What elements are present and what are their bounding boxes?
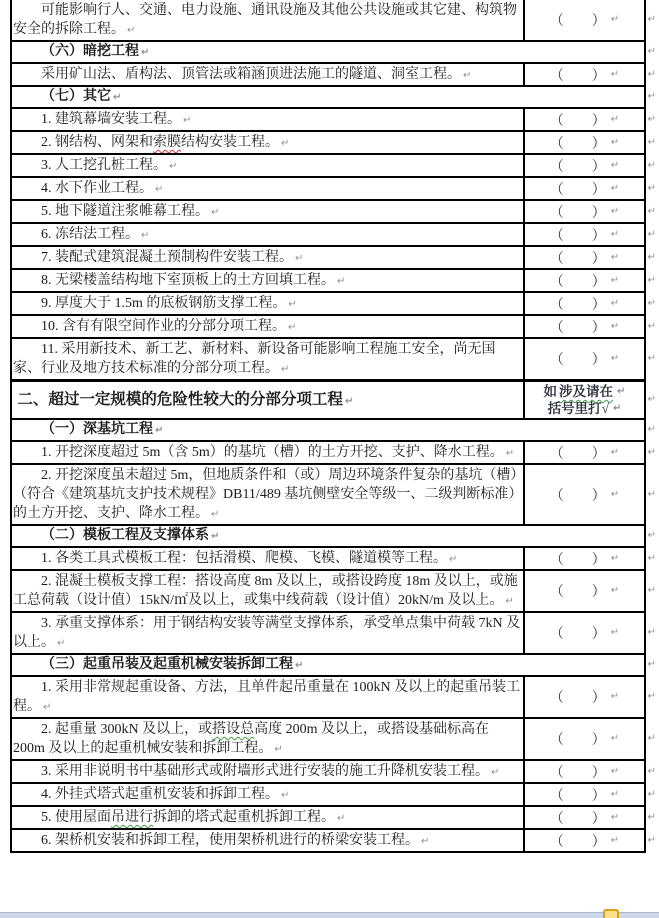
paragraph-mark-icon: ↵ <box>610 251 620 263</box>
paragraph-mark-icon: ↵ <box>610 552 620 564</box>
paragraph-mark-icon: ↵ <box>295 253 304 264</box>
item-text-cell <box>12 132 525 153</box>
check-parentheses: （ ） <box>549 297 606 313</box>
check-parentheses: （ ） <box>549 353 606 368</box>
item-text-cell <box>12 719 525 759</box>
paragraph-mark-icon: ↵ <box>647 14 656 25</box>
check-parentheses-cell[interactable] <box>525 761 644 782</box>
cell-paragraph <box>12 442 515 463</box>
paragraph-mark-icon: ↵ <box>647 627 656 638</box>
paragraph-mark-icon: ↵ <box>647 320 656 332</box>
paragraph-mark-icon: ↵ <box>610 446 620 458</box>
paragraph-mark-icon: ↵ <box>610 834 620 846</box>
cell-paragraph <box>12 293 298 314</box>
cell-paragraph <box>12 178 164 199</box>
check-parentheses: （ ） <box>549 136 606 152</box>
paragraph-mark-icon: ↵ <box>610 14 620 25</box>
table-row <box>12 420 656 442</box>
cell-text: 6. 架桥机安装和拆卸工程，使用架桥机进行的桥梁安装工程。 <box>41 833 419 848</box>
cell-text: 4. 外挂式塔式起重机安装和拆卸工程。 <box>41 787 279 802</box>
table-row <box>12 613 656 655</box>
cell-paragraph <box>12 201 220 222</box>
paragraph-mark-icon: ↵ <box>647 530 656 541</box>
paragraph-mark-icon: ↵ <box>57 638 66 649</box>
paragraph-mark-icon: ↵ <box>647 205 656 217</box>
item-text-cell <box>12 571 525 611</box>
paragraph-mark-icon: ↵ <box>610 159 620 171</box>
cell-text: 10. 含有有限空间作业的分部分项工程。 <box>41 319 286 334</box>
hazardous-subprojects-table <box>10 0 656 853</box>
cell-paragraph <box>12 0 523 40</box>
check-instruction-cell <box>525 382 644 418</box>
paragraph-mark-icon: ↵ <box>337 276 346 287</box>
paragraph-mark-icon: ↵ <box>617 385 626 397</box>
cell-text: 7. 装配式建筑混凝土预制构件安装工程。 <box>41 250 293 265</box>
item-text-cell <box>12 293 525 314</box>
cell-text: 如 <box>543 384 558 399</box>
item-text-cell <box>12 677 525 717</box>
paragraph-mark-icon: ↵ <box>647 113 656 125</box>
cell-text: 1. 采用非常规起重设备、方法，且单件起吊重量在 100kN 及以上的起重吊装工程。 <box>13 680 521 714</box>
check-parentheses-cell[interactable] <box>525 64 644 85</box>
check-parentheses-cell[interactable] <box>525 784 644 805</box>
table-row <box>12 571 656 613</box>
cell-text: 结构安装工程。 <box>181 135 279 150</box>
cell-paragraph <box>12 465 523 524</box>
cell-text: 4. 水下作业工程。 <box>41 181 153 196</box>
item-text-cell <box>12 761 525 782</box>
table-row <box>12 526 656 548</box>
table-row <box>12 381 656 420</box>
table-row <box>12 316 656 339</box>
item-text-cell <box>12 224 525 245</box>
check-parentheses: （ ） <box>549 834 606 850</box>
check-parentheses: （ ） <box>549 811 606 827</box>
check-parentheses: （ ） <box>549 691 606 706</box>
cell-paragraph <box>12 719 523 759</box>
cell-paragraph <box>12 807 346 828</box>
check-parentheses: （ ） <box>549 182 606 198</box>
check-parentheses-cell[interactable] <box>525 293 644 314</box>
cell-text: 11. 采用新技术、新工艺、新材料、新设备可能影响工程施工安全，尚无国家、行业及地方技术标准的分部分项工程。 <box>13 342 496 376</box>
cell-paragraph <box>12 761 500 782</box>
check-parentheses: （ ） <box>549 274 606 290</box>
cell-text: 6. 冻结法工程。 <box>41 227 139 242</box>
item-text-cell <box>12 247 525 268</box>
item-text-cell <box>12 64 525 85</box>
table-row <box>12 293 656 316</box>
check-parentheses-cell[interactable] <box>525 270 644 291</box>
cell-paragraph <box>12 677 523 717</box>
instruction-line <box>548 400 622 417</box>
paragraph-mark-icon: ↵ <box>344 396 354 407</box>
item-text-cell <box>12 316 525 337</box>
cell-paragraph <box>12 339 523 379</box>
paragraph-mark-icon: ↵ <box>281 138 290 149</box>
check-parentheses: （ ） <box>549 113 606 129</box>
paragraph-mark-icon: ↵ <box>647 297 656 309</box>
paragraph-mark-icon: ↵ <box>647 765 656 777</box>
check-parentheses: （ ） <box>549 228 606 244</box>
paragraph-mark-icon: ↵ <box>647 834 656 846</box>
item-text-cell <box>12 201 525 222</box>
section-heading-cell <box>12 526 644 546</box>
table-title-cell <box>12 382 525 418</box>
paragraph-mark-icon: ↵ <box>647 182 656 194</box>
check-parentheses-cell[interactable] <box>525 465 644 524</box>
paragraph-mark-icon: ↵ <box>155 184 164 195</box>
check-parentheses-cell[interactable] <box>525 571 644 611</box>
paragraph-mark-icon: ↵ <box>211 207 220 218</box>
check-parentheses-cell[interactable] <box>525 548 644 569</box>
check-parentheses: （ ） <box>549 14 606 29</box>
table-row <box>12 201 656 224</box>
item-text-cell <box>12 155 525 176</box>
paragraph-mark-icon: ↵ <box>647 68 656 80</box>
table-row <box>12 109 656 132</box>
check-parentheses: （ ） <box>549 205 606 221</box>
cell-text: 3. 采用非说明书中基础形式或附墙形式进行安装的施工升降机安装工程。 <box>41 764 489 779</box>
paragraph-mark-icon: ↵ <box>127 25 136 36</box>
check-parentheses-cell[interactable] <box>525 109 644 130</box>
cell-paragraph <box>12 571 523 611</box>
check-parentheses-cell[interactable] <box>525 224 644 245</box>
check-parentheses: （ ） <box>549 251 606 267</box>
paragraph-mark-icon: ↵ <box>610 733 620 744</box>
spellcheck-underlined-text: 索膜 <box>153 135 181 150</box>
item-text-cell <box>12 0 525 40</box>
cell-paragraph <box>12 270 346 291</box>
paragraph-mark-icon: ↵ <box>647 394 656 405</box>
paragraph-mark-icon: ↵ <box>610 488 620 500</box>
paragraph-mark-icon: ↵ <box>491 767 500 778</box>
cell-paragraph <box>12 784 290 805</box>
cell-paragraph <box>12 109 192 130</box>
table-row <box>12 784 656 807</box>
section-heading-cell <box>12 87 644 107</box>
table-row <box>12 87 656 109</box>
check-parentheses: （ ） <box>549 552 606 568</box>
paragraph-mark-icon: ↵ <box>610 113 620 125</box>
cell-paragraph <box>12 420 164 440</box>
table-row <box>12 339 656 381</box>
item-text-cell <box>12 109 525 130</box>
cell-text: 2. 开挖深度虽未超过 5m，但地质条件和（或）周边环境条件复杂的基坑（槽）（符合《建筑基坑支护技术规程》DB11/489 基坑侧壁安全等级一、二级判断标准）的土方开挖、支护、降水工程。 <box>13 468 518 521</box>
item-text-cell <box>12 465 525 524</box>
paragraph-mark-icon: ↵ <box>295 660 304 671</box>
check-parentheses-cell[interactable] <box>525 339 644 379</box>
paragraph-mark-icon: ↵ <box>647 659 656 670</box>
cell-text: 8. 无梁楼盖结构地下室顶板上的土方回填工程。 <box>41 273 335 288</box>
paragraph-mark-icon: ↵ <box>647 228 656 240</box>
table-row <box>12 247 656 270</box>
paragraph-mark-icon: ↵ <box>647 585 656 596</box>
paragraph-mark-icon: ↵ <box>183 115 192 126</box>
cell-text: 括号里打√ <box>547 401 610 416</box>
table-row <box>12 178 656 201</box>
cell-paragraph <box>12 247 304 268</box>
cell-text: 9. 厚度大于 1.5m 的底板钢筋支撑工程。 <box>41 296 287 311</box>
check-parentheses: （ ） <box>549 488 606 504</box>
table-row <box>12 442 656 465</box>
paragraph-mark-icon: ↵ <box>141 47 150 58</box>
item-text-cell <box>12 830 525 851</box>
cell-text: 高度 200m 及以上，或搭设基础标高在 200m 及以上的起重机械安装和拆卸工程。 <box>13 722 490 756</box>
paragraph-mark-icon: ↵ <box>169 161 178 172</box>
paragraph-mark-icon: ↵ <box>421 836 430 847</box>
paragraph-mark-icon: ↵ <box>43 702 52 713</box>
paragraph-mark-icon: ↵ <box>647 424 656 435</box>
spellcheck-underlined-text: 涉及请在 <box>559 384 614 399</box>
paragraph-mark-icon: ↵ <box>610 811 620 823</box>
instruction-line <box>544 383 626 400</box>
paragraph-mark-icon: ↵ <box>281 790 290 801</box>
paragraph-mark-icon: ↵ <box>610 297 620 309</box>
paragraph-mark-icon: ↵ <box>647 488 656 500</box>
check-parentheses-cell[interactable] <box>525 178 644 199</box>
table-row <box>12 655 656 677</box>
cell-text: 3. 承重支撑体系：用于钢结构安装等满堂支撑体系，承受单点集中荷载 7kN 及以上。 <box>13 616 521 650</box>
paragraph-mark-icon: ↵ <box>288 322 297 333</box>
cell-text: 5. 使用屋面 <box>41 810 111 825</box>
cell-paragraph <box>12 155 178 176</box>
cell-paragraph <box>12 613 523 653</box>
check-parentheses-cell[interactable] <box>525 0 644 40</box>
paragraph-mark-icon: ↵ <box>610 68 620 80</box>
table-row <box>12 719 656 761</box>
item-text-cell <box>12 178 525 199</box>
cell-text: 3. 人工挖孔桩工程。 <box>41 158 167 173</box>
paragraph-mark-icon: ↵ <box>647 136 656 148</box>
table-row <box>12 548 656 571</box>
item-text-cell <box>12 442 525 463</box>
cell-text: （六）暗挖工程 <box>41 44 139 59</box>
check-parentheses: （ ） <box>549 627 606 642</box>
cell-paragraph <box>12 526 220 546</box>
cell-text: 1. 开挖深度超过 5m（含 5m）的基坑（槽）的土方开挖、支护、降水工程。 <box>41 445 504 460</box>
table-row <box>12 42 656 64</box>
paragraph-mark-icon: ↵ <box>211 509 220 520</box>
paragraph-mark-icon: ↵ <box>647 788 656 800</box>
cell-text: （二）模板工程及支撑体系 <box>41 528 209 543</box>
paragraph-mark-icon: ↵ <box>463 70 472 81</box>
check-parentheses: （ ） <box>549 320 606 336</box>
check-parentheses: （ ） <box>549 446 606 462</box>
check-parentheses-cell[interactable] <box>525 677 644 717</box>
paragraph-mark-icon: ↵ <box>610 228 620 240</box>
check-parentheses-cell[interactable] <box>525 807 644 828</box>
cell-text: （一）深基坑工程 <box>41 422 153 437</box>
spellcheck-underlined-text: 搭设总 <box>212 722 255 737</box>
cell-text: 采用矿山法、盾构法、顶管法或箱涵顶进法施工的隧道、洞室工程。 <box>41 67 461 82</box>
check-parentheses: （ ） <box>549 788 606 804</box>
paragraph-mark-icon: ↵ <box>647 46 656 57</box>
table-row <box>12 270 656 293</box>
section-heading-cell <box>12 420 644 440</box>
cell-paragraph <box>12 224 150 245</box>
paragraph-mark-icon: ↵ <box>613 402 622 414</box>
check-parentheses-cell[interactable] <box>525 719 644 759</box>
section-heading-cell <box>12 655 644 675</box>
cell-paragraph <box>12 655 304 675</box>
cell-text: （七）其它 <box>41 89 111 104</box>
paragraph-mark-icon: ↵ <box>211 531 220 542</box>
yellow-marker-icon[interactable] <box>603 909 619 918</box>
table-row <box>12 830 656 853</box>
item-text-cell <box>12 270 525 291</box>
check-parentheses: （ ） <box>549 733 606 748</box>
paragraph-mark-icon: ↵ <box>141 230 150 241</box>
section-heading-cell <box>12 42 644 62</box>
item-text-cell <box>12 613 525 653</box>
cell-paragraph <box>12 87 122 107</box>
paragraph-mark-icon: ↵ <box>610 136 620 148</box>
paragraph-mark-icon: ↵ <box>647 446 656 458</box>
cell-paragraph <box>12 383 353 417</box>
cell-paragraph <box>12 42 150 62</box>
check-parentheses-cell[interactable] <box>525 442 644 463</box>
paragraph-mark-icon: ↵ <box>449 554 458 565</box>
paragraph-mark-icon: ↵ <box>274 744 283 755</box>
paragraph-mark-icon: ↵ <box>647 353 656 364</box>
paragraph-mark-icon: ↵ <box>337 813 346 824</box>
check-parentheses-cell[interactable] <box>525 155 644 176</box>
paragraph-mark-icon: ↵ <box>610 627 620 638</box>
cell-paragraph <box>12 548 458 569</box>
check-parentheses-cell[interactable] <box>525 613 644 653</box>
check-parentheses-cell[interactable] <box>525 247 644 268</box>
item-text-cell <box>12 339 525 379</box>
cell-paragraph <box>12 132 290 153</box>
cell-text: 拆卸的塔式起重机拆卸工程。 <box>153 810 335 825</box>
item-text-cell <box>12 548 525 569</box>
cell-paragraph <box>12 64 472 85</box>
check-parentheses: （ ） <box>549 159 606 175</box>
paragraph-mark-icon: ↵ <box>647 251 656 263</box>
cell-text: 1. 建筑幕墙安装工程。 <box>41 112 181 127</box>
cell-text: 5. 地下隧道注浆帷幕工程。 <box>41 204 209 219</box>
check-parentheses: （ ） <box>549 765 606 781</box>
check-parentheses-cell[interactable] <box>525 830 644 851</box>
check-parentheses: （ ） <box>549 585 606 600</box>
check-parentheses-cell[interactable] <box>525 201 644 222</box>
table-row <box>12 465 656 526</box>
bottom-scroll-strip <box>0 912 659 918</box>
item-text-cell <box>12 807 525 828</box>
table-row <box>12 0 656 42</box>
cell-text: 二、超过一定规模的危险性较大的分部分项工程 <box>17 391 343 408</box>
cell-text: （三）起重吊装及起重机械安装拆卸工程 <box>41 657 293 672</box>
paragraph-mark-icon: ↵ <box>610 585 620 596</box>
paragraph-mark-icon: ↵ <box>647 691 656 702</box>
paragraph-mark-icon: ↵ <box>610 765 620 777</box>
table-row <box>12 64 656 87</box>
paragraph-mark-icon: ↵ <box>610 274 620 286</box>
table-row <box>12 132 656 155</box>
check-parentheses-cell[interactable] <box>525 132 644 153</box>
cell-text: 1. 各类工具式模板工程：包括滑模、爬模、飞模、隧道模等工程。 <box>41 551 447 566</box>
paragraph-mark-icon: ↵ <box>647 811 656 823</box>
paragraph-mark-icon: ↵ <box>647 159 656 171</box>
paragraph-mark-icon: ↵ <box>155 425 164 436</box>
check-parentheses: （ ） <box>549 68 606 84</box>
paragraph-mark-icon: ↵ <box>610 205 620 217</box>
paragraph-mark-icon: ↵ <box>505 448 515 459</box>
paragraph-mark-icon: ↵ <box>610 320 620 332</box>
table-row <box>12 155 656 178</box>
table-row <box>12 807 656 830</box>
item-text-cell <box>12 784 525 805</box>
paragraph-mark-icon: ↵ <box>610 691 620 702</box>
paragraph-mark-icon: ↵ <box>647 733 656 744</box>
paragraph-mark-icon: ↵ <box>505 596 514 607</box>
paragraph-mark-icon: ↵ <box>647 274 656 286</box>
check-parentheses-cell[interactable] <box>525 316 644 337</box>
cell-text: 2. 混凝土模板支撑工程：搭设高度 8m 及以上，或搭设跨度 18m 及以上，或施工总荷载（设计值）15kN/㎡及以上，或集中线荷载（设计值）20kN/m 及以上。 <box>13 574 518 608</box>
paragraph-mark-icon: ↵ <box>281 364 290 375</box>
cell-text: 2. 起重量 300kN 及以上，或 <box>41 722 213 737</box>
table-row <box>12 224 656 247</box>
paragraph-mark-icon: ↵ <box>610 182 620 194</box>
table-row <box>12 677 656 719</box>
paragraph-mark-icon: ↵ <box>647 91 656 102</box>
cell-text: 可能影响行人、交通、电力设施、通讯设施及其他公共设施或其它建、构筑物安全的拆除工程。 <box>13 3 517 37</box>
cell-paragraph <box>12 830 430 851</box>
paragraph-mark-icon: ↵ <box>610 788 620 800</box>
paragraph-mark-icon: ↵ <box>647 552 656 564</box>
cell-paragraph <box>12 316 297 337</box>
table-row <box>12 761 656 784</box>
spellcheck-underlined-text: 吊进行 <box>111 810 153 825</box>
cell-text: 2. 钢结构、网架和 <box>41 135 153 150</box>
paragraph-mark-icon: ↵ <box>610 353 620 364</box>
paragraph-mark-icon: ↵ <box>113 92 122 103</box>
paragraph-mark-icon: ↵ <box>288 299 297 310</box>
